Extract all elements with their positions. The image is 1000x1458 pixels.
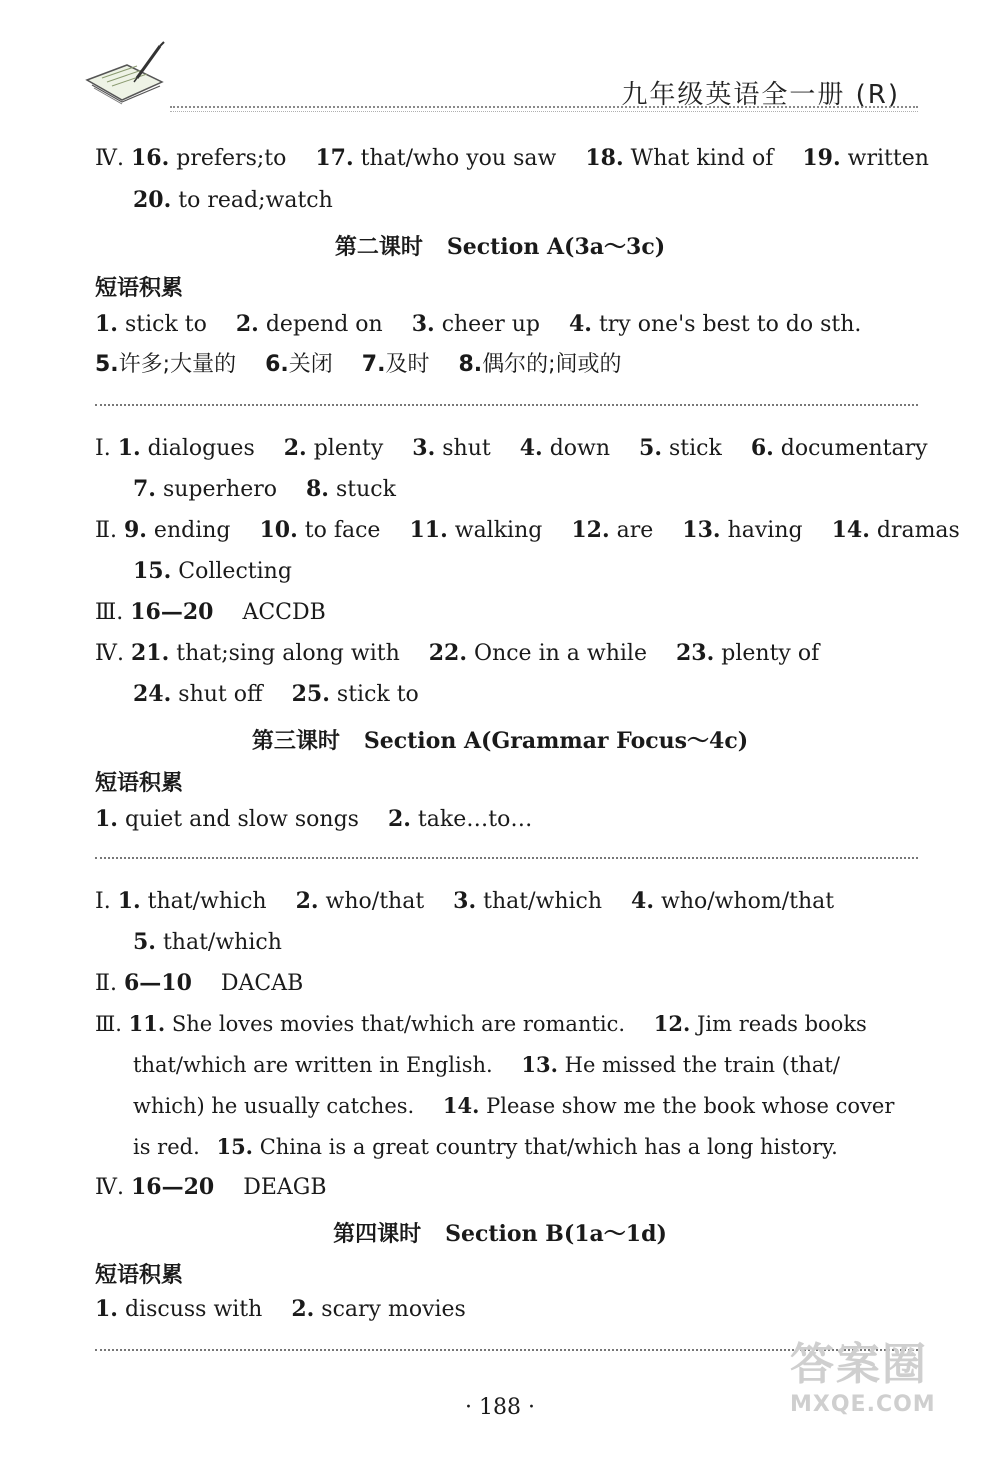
section-title: 第二课时 Section A(3a～3c) (334, 234, 666, 260)
answer-line: Ⅳ. 16. prefers;to 17. that/who you saw 18. What kind of 19. written (95, 145, 929, 171)
dotted-separator (95, 857, 918, 859)
phrase-line: 1. stick to 2. depend on 3. cheer up 4. try one's best to do sth. (95, 311, 862, 337)
notebook-pen-logo (82, 40, 172, 110)
answer-line: Ⅱ. 6—10 DACAB (95, 970, 304, 996)
answer-line: Ⅰ. 1. dialogues 2. plenty 3. shut 4. down 5. stick 6. documentary (95, 435, 928, 461)
phrase-line: 1. quiet and slow songs 2. take…to… (95, 806, 533, 832)
answer-line: 5. that/which (133, 929, 282, 955)
phrase-line: 1. discuss with 2. scary movies (95, 1296, 466, 1322)
section-heading: 短语积累 (95, 1263, 184, 1288)
answer-line: 24. shut off 25. stick to (133, 681, 419, 707)
answer-line: which) he usually catches. 14. Please show me the book whose cover (133, 1093, 895, 1118)
section-title: 第三课时 Section A(Grammar Focus～4c) (251, 728, 749, 754)
answer-line: is red. 15. China is a great country that/which has a long history. (133, 1134, 838, 1159)
phrase-line: 5.许多;大量的 6.关闭 7.及时 8.偶尔的;间或的 (95, 352, 622, 377)
answer-line: Ⅳ. 21. that;sing along with 22. Once in a while 23. plenty of (95, 640, 820, 666)
book-title: 九年级英语全一册 (R) (621, 80, 900, 110)
answer-line: 7. superhero 8. stuck (133, 476, 396, 502)
answer-line: 20. to read;watch (133, 187, 333, 213)
answer-line: Ⅳ. 16—20 DEAGB (95, 1174, 327, 1200)
dotted-separator (95, 404, 918, 406)
section-heading: 短语积累 (95, 276, 184, 301)
site-watermark: 答案圈 MXQE.COM (790, 1339, 936, 1417)
page-number: · 188 · (465, 1395, 535, 1420)
answer-line: 15. Collecting (133, 558, 292, 584)
section-title: 第四课时 Section B(1a～1d) (333, 1221, 667, 1247)
answer-line: Ⅰ. 1. that/which 2. who/that 3. that/which 4. who/whom/that (95, 888, 835, 914)
answer-line: that/which are written in English. 13. He missed the train (that/ (133, 1052, 840, 1077)
answer-line: Ⅱ. 9. ending 10. to face 11. walking 12. are 13. having 14. dramas (95, 517, 960, 543)
answer-line: Ⅲ. 16—20 ACCDB (95, 599, 326, 625)
answer-line: Ⅲ. 11. She loves movies that/which are romantic. 12. Jim reads books (95, 1011, 867, 1036)
section-heading: 短语积累 (95, 771, 184, 796)
header-divider (170, 106, 918, 112)
